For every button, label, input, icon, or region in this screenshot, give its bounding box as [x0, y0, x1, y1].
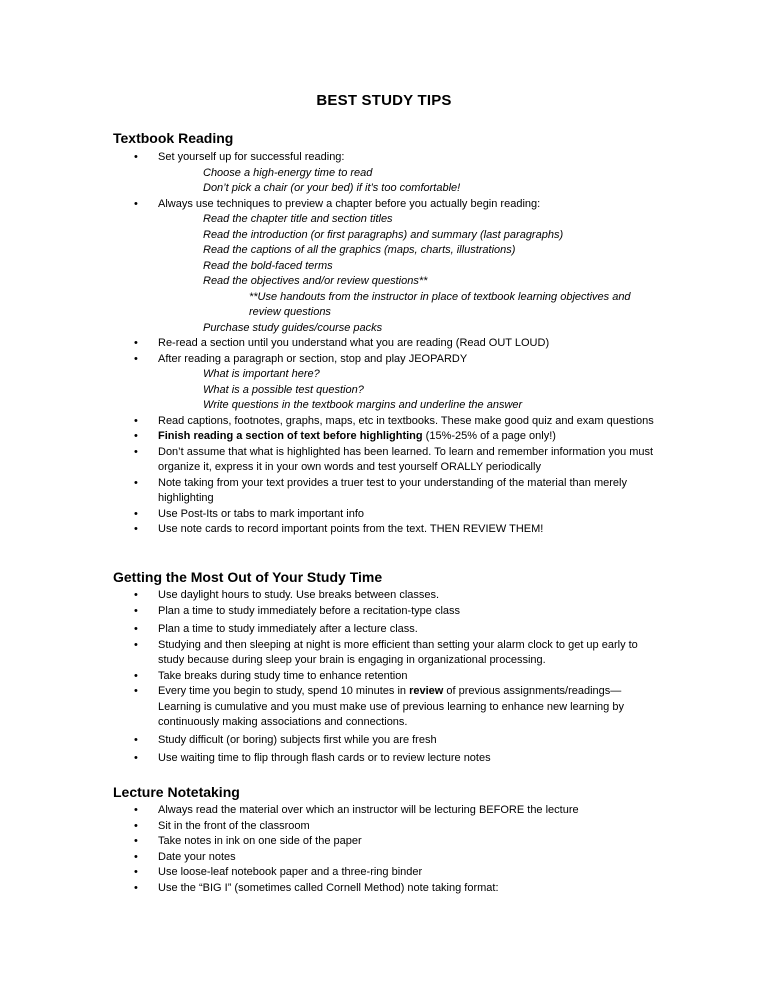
list-item: • Study difficult (or boring) subjects first while you are fresh	[158, 733, 658, 749]
list-item: • Use waiting time to flip through flash cards or to review lecture notes	[158, 751, 658, 767]
list-item: • Read captions, footnotes, graphs, maps, etc in textbooks. These make good quiz and exam questions	[158, 414, 658, 430]
list-item: • Date your notes	[158, 850, 658, 866]
list-item: • Use the “BIG I” (sometimes called Cornell Method) note taking format:	[158, 881, 658, 897]
bullet-icon: •	[134, 430, 138, 442]
list-item: • Take notes in ink on one side of the paper	[158, 834, 658, 850]
sub-item: Read the bold-faced terms	[203, 259, 333, 272]
list-item: • Use Post-Its or tabs to mark important info	[158, 507, 658, 523]
bullet-icon: •	[134, 752, 138, 764]
list-item: • After reading a paragraph or section, stop and play JEOPARDY	[158, 352, 658, 368]
bullet-icon: •	[134, 866, 138, 878]
bullet-icon: •	[134, 669, 138, 682]
bullet-icon: •	[134, 819, 138, 832]
sub-item: Read the captions of all the graphics (maps, charts, illustrations)	[203, 244, 516, 256]
sub-item: Purchase study guides/course packs	[203, 321, 383, 334]
list-item: • Note taking from your text provides a truer test to your understanding of the material than merely highlighting	[134, 476, 627, 504]
bullet-icon: •	[134, 476, 138, 489]
bullet-icon: •	[134, 507, 138, 520]
sub-item: Don’t pick a chair (or your bed) if it’s too comfortable!	[203, 182, 461, 194]
lecture-notetaking-list	[134, 803, 658, 896]
sub-sub-item: **Use handouts from the instructor in place of textbook learning objectives and review questions	[249, 290, 631, 318]
bullet-icon: •	[134, 151, 138, 163]
bullet-icon: •	[134, 850, 138, 863]
bullet-icon: •	[134, 352, 138, 365]
sub-item: What is a possible test question?	[203, 383, 364, 396]
list-item: • Every time you begin to study, spend 10 minutes in review of previous assignments/readings—Learning is cumulative and you must make use of previous learning to enhance new learning by continuously making associations and connections.	[134, 685, 624, 728]
list-item: • Plan a time to study immediately before a recitation-type class	[158, 604, 658, 620]
sub-item: Choose a high-energy time to read	[203, 166, 373, 179]
bullet-icon: •	[134, 835, 138, 847]
section-heading-textbook-reading: Textbook Reading	[113, 130, 234, 146]
list-item: • Finish reading a section of text before highlighting (15%-25% of a page only!)	[158, 429, 658, 445]
sub-item: What is important here?	[203, 368, 320, 380]
bullet-icon: •	[134, 337, 138, 349]
bullet-icon: •	[134, 804, 138, 816]
bullet-icon: •	[134, 197, 138, 210]
bullet-icon: •	[134, 414, 138, 427]
bullet-icon: •	[134, 733, 138, 746]
list-item: • Studying and then sleeping at night is more efficient than setting your alarm clock to get up early to study because during sleep your brain is engaging in organizational processing.	[134, 638, 638, 666]
textbook-reading-list	[134, 150, 658, 538]
list-item: • Take breaks during study time to enhance retention	[158, 669, 658, 685]
section-heading-study-time: Getting the Most Out of Your Study Time	[113, 569, 383, 585]
list-item: • Always read the material over which an instructor will be lecturing BEFORE the lecture	[158, 803, 658, 819]
list-item: • Use loose-leaf notebook paper and a three-ring binder	[158, 865, 658, 881]
document-title: BEST STUDY TIPS	[316, 92, 452, 109]
study-time-list	[134, 588, 658, 767]
bullet-icon: •	[134, 604, 138, 617]
list-item: • Plan a time to study immediately after a lecture class.	[158, 622, 658, 638]
bullet-icon: •	[134, 523, 138, 535]
bullet-icon: •	[134, 638, 138, 651]
sub-item: Read the chapter title and section titles	[203, 213, 393, 225]
list-item: • Set yourself up for successful reading:	[158, 150, 658, 166]
bullet-icon: •	[134, 589, 138, 601]
list-item: • Always use techniques to preview a chapter before you actually begin reading:	[158, 197, 658, 213]
list-item: • Don’t assume that what is highlighted has been learned. To learn and remember information you must organize it, express it in your own words and test yourself ORALLY periodically	[134, 445, 654, 473]
bullet-icon: •	[134, 623, 138, 635]
bullet-icon: •	[134, 881, 138, 894]
sub-item: Read the introduction (or first paragraphs) and summary (last paragraphs)	[203, 228, 564, 241]
list-item: • Re-read a section until you understand what you are reading (Read OUT LOUD)	[158, 336, 658, 352]
list-item: • Use daylight hours to study. Use breaks between classes.	[158, 588, 658, 604]
sub-item: Write questions in the textbook margins and underline the answer	[203, 399, 523, 411]
section-heading-lecture-notetaking: Lecture Notetaking	[113, 784, 240, 800]
list-item: • Use note cards to record important points from the text. THEN REVIEW THEM!	[158, 522, 658, 538]
bullet-icon: •	[134, 445, 138, 458]
bullet-icon: •	[134, 685, 138, 697]
sub-item: Read the objectives and/or review questions**	[203, 275, 428, 287]
list-item: • Sit in the front of the classroom	[158, 819, 658, 835]
